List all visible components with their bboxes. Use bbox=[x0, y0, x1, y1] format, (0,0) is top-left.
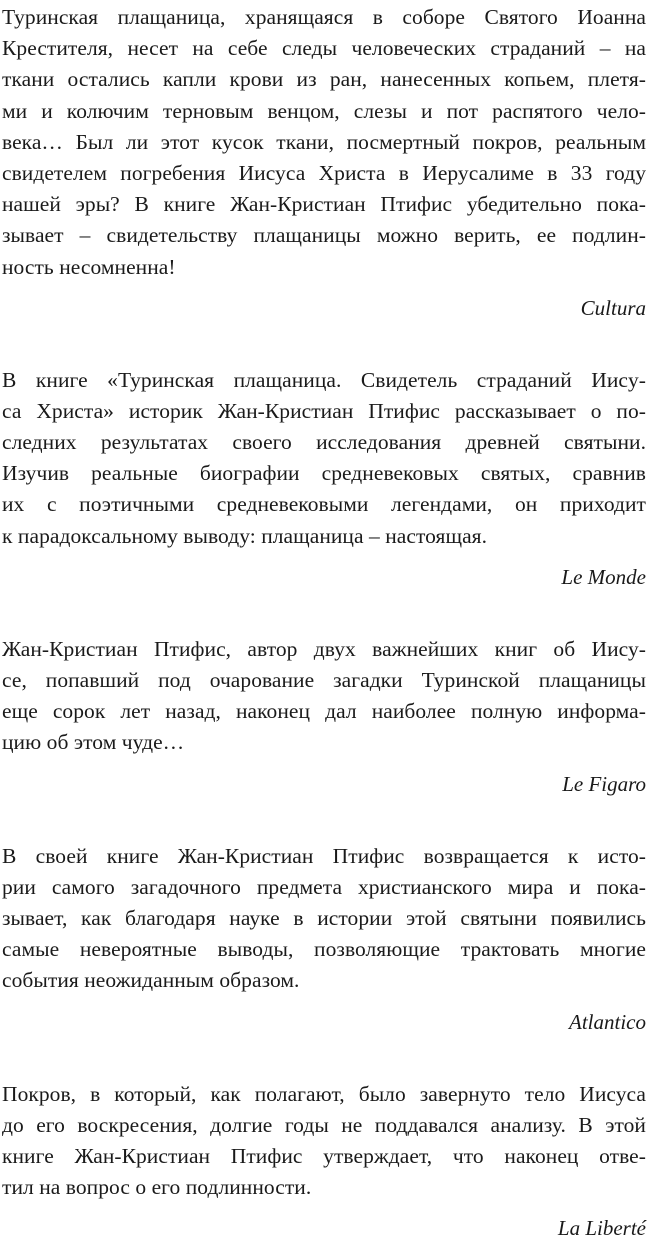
text-line: до его воскресения, долгие годы не поддавался анализу. В этой bbox=[2, 1110, 646, 1141]
review-la-liberte bbox=[2, 1079, 646, 1243]
spacer bbox=[2, 323, 646, 365]
text-line: их с поэтичными средневековыми легендами, он приходит bbox=[2, 489, 646, 520]
reviews-page bbox=[2, 0, 646, 1243]
text-line: Туринская плащаница, хранящаяся в соборе Святого Иоанна bbox=[2, 2, 646, 33]
text-line: Покров, в который, как полагают, было завернуто тело Иисуса bbox=[2, 1079, 646, 1110]
review-text bbox=[2, 2, 646, 283]
text-line: книге Жан-Кристиан Птифис утверждает, что наконец отве- bbox=[2, 1141, 646, 1172]
spacer bbox=[2, 1037, 646, 1079]
review-source: Atlantico bbox=[2, 1007, 646, 1037]
text-line: цию об этом чуде… bbox=[2, 727, 646, 758]
text-line: еще сорок лет назад, наконец дал наиболее полную информа- bbox=[2, 696, 646, 727]
review-le-monde bbox=[2, 365, 646, 592]
text-line: зывает, как благодаря науке в истории этой святыни появились bbox=[2, 903, 646, 934]
text-line: В книге «Туринская плащаница. Свидетель страданий Иисy- bbox=[2, 365, 646, 396]
spacer bbox=[2, 592, 646, 634]
text-line: века… Был ли этот кусок ткани, посмертный покров, реальным bbox=[2, 127, 646, 158]
text-line: Жан-Кристиан Птифис, автор двух важнейших книг об Иису- bbox=[2, 634, 646, 665]
review-source: Le Monde bbox=[2, 562, 646, 592]
text-line: рии самого загадочного предмета христианского мира и пока- bbox=[2, 872, 646, 903]
text-line: В своей книге Жан-Кристиан Птифис возвращается к исто- bbox=[2, 841, 646, 872]
text-line: Крестителя, несет на себе следы человеческих страданий – на bbox=[2, 33, 646, 64]
text-line: ткани остались капли крови из ран, нанесенных копьем, плетя- bbox=[2, 64, 646, 95]
text-line: ность несомненна! bbox=[2, 252, 646, 283]
review-cultura bbox=[2, 2, 646, 323]
text-line: тил на вопрос о его подлинности. bbox=[2, 1172, 646, 1203]
text-line: се, попавший под очарование загадки Туринской плащаницы bbox=[2, 665, 646, 696]
review-text bbox=[2, 841, 646, 997]
review-source: La Liberté bbox=[2, 1213, 646, 1243]
review-source: Le Figaro bbox=[2, 769, 646, 799]
text-line: следних результатах своего исследования древней святыни. bbox=[2, 427, 646, 458]
text-line: ми и колючим терновым венцом, слезы и пот распятого чело- bbox=[2, 96, 646, 127]
text-line: самые невероятные выводы, позволяющие трактовать многие bbox=[2, 934, 646, 965]
text-line: свидетелем погребения Иисуса Христа в Иерусалиме в 33 году bbox=[2, 158, 646, 189]
review-source: Cultura bbox=[2, 293, 646, 323]
review-atlantico bbox=[2, 841, 646, 1037]
text-line: са Христа» историк Жан-Кристиан Птифис рассказывает о по- bbox=[2, 396, 646, 427]
review-text bbox=[2, 365, 646, 552]
review-le-figaro bbox=[2, 634, 646, 799]
text-line: события неожиданным образом. bbox=[2, 965, 646, 996]
review-text bbox=[2, 1079, 646, 1204]
text-line: нашей эры? В книге Жан-Кристиан Птифис убедительно пока- bbox=[2, 189, 646, 220]
text-line: Изучив реальные биографии средневековых святых, сравнив bbox=[2, 458, 646, 489]
text-line: зывает – свидетельству плащаницы можно верить, ее подлин- bbox=[2, 220, 646, 251]
review-text bbox=[2, 634, 646, 759]
text-line: к парадоксальному выводу: плащаница – настоящая. bbox=[2, 521, 646, 552]
spacer bbox=[2, 799, 646, 841]
